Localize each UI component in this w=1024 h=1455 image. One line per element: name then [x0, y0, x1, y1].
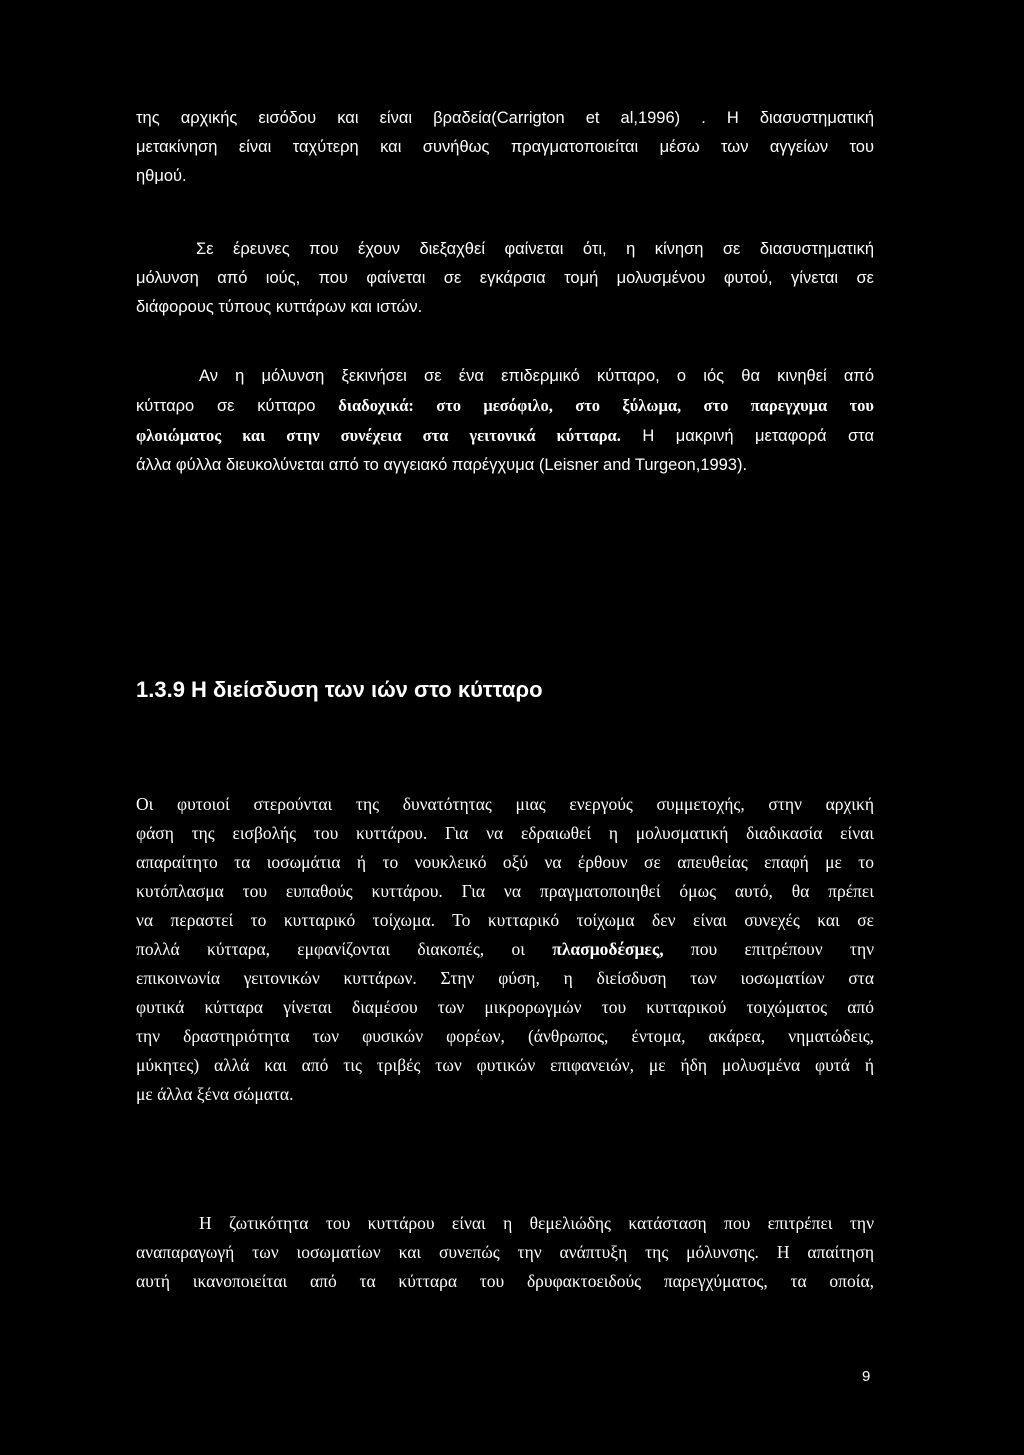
text-segment: που επιτρέπουν την: [663, 939, 875, 959]
bold-text: διαδοχικά: στο μεσόφιλο, στο ξύλωμα, στο παρεγχυμα του: [338, 396, 874, 415]
text-line: να περαστεί το κυτταρικό τοίχωμα. Το κυτταρικό τοίχωμα δεν είναι συνεχές και σε: [136, 910, 874, 930]
paragraph-4: [136, 790, 874, 1109]
text-line: απαραίτητο τα ιοσωμάτια ή το νουκλεικό οξύ να έρθουν σε απευθείας επαφή με το: [136, 852, 874, 872]
text-segment: Η μακρινή μεταφορά στα: [620, 427, 874, 445]
text-line: την δραστηριότητα των φυσικών φορέων, (άνθρωπος, έντομα, ακάρεα, νηματώδεις,: [136, 1026, 874, 1046]
text-line: διάφορους τύπους κυττάρων και ιστών.: [136, 298, 423, 316]
text-line: μόλυνση από ιούς, που φαίνεται σε εγκάρσια τομή μολυσμένου φυτού, γίνεται σε: [136, 269, 874, 287]
text-line: φυτικά κύτταρα γίνεται διαμέσου των μικρορωγμών του κυτταρικού τοιχώματος από: [136, 997, 874, 1017]
paragraph-5: [136, 1209, 874, 1296]
text-line: αυτή ικανοποιείται από τα κύτταρα του δρυφακτοειδούς παρεγχύματος, τα οποία,: [136, 1271, 874, 1291]
text-line: επικοινωνία γειτονικών κυττάρων. Στην φύση, η διείσδυση των ιοσωματίων στα: [136, 968, 874, 988]
text-segment: κύτταρο σε κύτταρο: [136, 397, 339, 415]
text-line: Οι φυτοιοί στερούνται της δυνατότητας μιας ενεργούς συμμετοχής, στην αρχική: [136, 794, 874, 814]
text-line: αναπαραγωγή των ιοσωματίων και συνεπώς την ανάπτυξη της μόλυνσης. Η απαίτηση: [136, 1242, 874, 1262]
text-segment: πολλά κύτταρα, εμφανίζονται διακοπές, οι: [136, 939, 553, 959]
text-line: μετακίνηση είναι ταχύτερη και συνήθως πραγματοποιείται μέσω των αγγείων του: [136, 138, 874, 156]
text-line: [136, 935, 874, 964]
text-line: μύκητες) αλλά και από τις τριβές των φυτικών επιφανειών, με ήδη μολυσμένα φυτά ή: [136, 1055, 874, 1075]
text-line: φάση της εισβολής του κυττάρου. Για να εδραιωθεί η μολυσματική διαδικασία είναι: [136, 823, 874, 843]
text-line: ηθμού.: [136, 167, 187, 185]
paragraph-2: [136, 235, 874, 322]
text-line: Η ζωτικότητα του κυττάρου είναι η θεμελιώδης κατάσταση που επιτρέπει την: [199, 1213, 874, 1233]
bold-text: φλοιώματος και στην συνέχεια στα γειτονικά κύτταρα.: [136, 426, 621, 445]
text-line: Σε έρευνες που έχουν διεξαχθεί φαίνεται ότι, η κίνηση σε διασυστηματική: [196, 240, 874, 258]
text-line: της αρχικής εισόδου και είναι βραδεία(Carrigton et al,1996) . Η διασυστηματική: [136, 109, 874, 127]
text-line: άλλα φύλλα διευκολύνεται από το αγγειακό παρέγχυμα (Leisner and Turgeon,1993).: [136, 456, 748, 474]
paragraph-1: [136, 104, 874, 191]
text-line: κυτόπλασμα του ευπαθούς κυττάρου. Για να πραγματοποιηθεί όμως αυτό, θα πρέπει: [136, 881, 874, 901]
bold-text: πλασμοδέσμες,: [552, 939, 664, 959]
section-heading: 1.3.9 Η διείσδυση των ιών στο κύτταρο: [136, 677, 543, 702]
text-line: Αν η μόλυνση ξεκινήσει σε ένα επιδερμικό κύτταρο, ο ιός θα κινηθεί από: [199, 367, 874, 385]
text-line: [136, 391, 874, 421]
page-number: 9: [862, 1368, 871, 1385]
text-line: [136, 421, 874, 451]
text-line: με άλλα ξένα σώματα.: [136, 1084, 294, 1104]
paragraph-3: [136, 362, 874, 480]
